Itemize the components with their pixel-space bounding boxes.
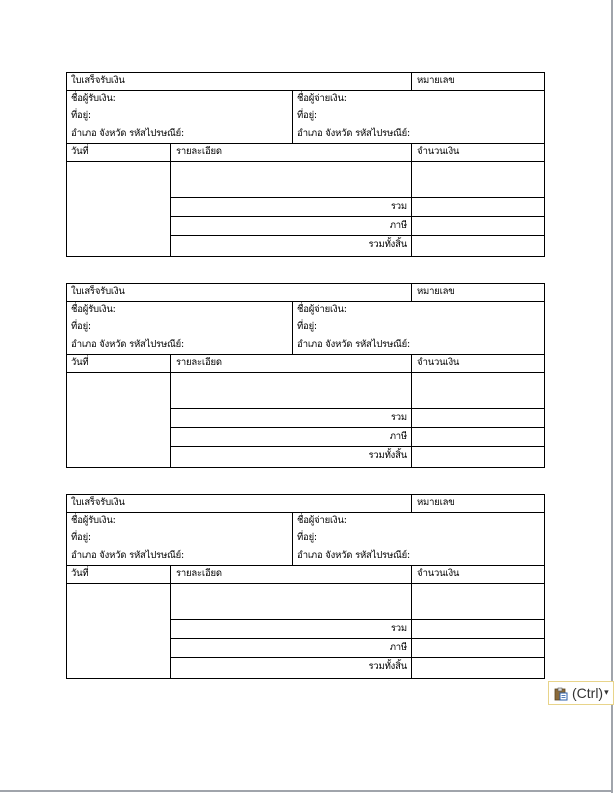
total-amount-cell[interactable] <box>411 657 545 679</box>
amount-header: จำนวนเงิน <box>417 568 460 579</box>
total-amount-cell[interactable] <box>411 235 545 257</box>
subtotal-amount-cell[interactable] <box>411 197 545 217</box>
payee-address-label: ที่อยู่: <box>71 532 91 543</box>
total-label: รวมทั้งสิ้น <box>368 239 407 250</box>
payer-region-label: อำเภอ จังหวัด รหัสไปรษณีย์: <box>297 339 410 350</box>
date-body-cell[interactable] <box>66 372 171 468</box>
receipt-table <box>66 72 545 257</box>
tax-label-cell[interactable] <box>170 427 412 447</box>
chevron-down-icon: ▾ <box>604 688 609 698</box>
date-body-cell[interactable] <box>66 583 171 679</box>
payee-name-label: ชื่อผู้รับเงิน: <box>71 304 116 315</box>
receipt-title: ใบเสร็จรับเงิน <box>71 286 125 297</box>
payee-address-label: ที่อยู่: <box>71 110 91 121</box>
payee-address-label: ที่อยู่: <box>71 321 91 332</box>
payer-name-label: ชื่อผู้จ่ายเงิน: <box>297 515 347 526</box>
subtotal-label-cell[interactable] <box>170 197 412 217</box>
payer-region-label: อำเภอ จังหวัด รหัสไปรษณีย์: <box>297 550 410 561</box>
page-bottom-edge <box>0 790 613 792</box>
tax-amount-cell[interactable] <box>411 216 545 236</box>
paste-options-button[interactable] <box>548 681 614 705</box>
subtotal-label: รวม <box>390 623 407 634</box>
subtotal-label: รวม <box>390 201 407 212</box>
paste-options-label: (Ctrl) <box>572 685 604 701</box>
payer-address-label: ที่อยู่: <box>297 321 317 332</box>
amount-header: จำนวนเงิน <box>417 357 460 368</box>
receipt-number-label: หมายเลข <box>417 497 455 508</box>
details-header: รายละเอียด <box>176 568 222 579</box>
subtotal-amount-cell[interactable] <box>411 408 545 428</box>
receipt-number-label: หมายเลข <box>417 286 455 297</box>
tax-amount-cell[interactable] <box>411 638 545 658</box>
payer-address-label: ที่อยู่: <box>297 110 317 121</box>
page-right-edge <box>611 0 613 793</box>
tax-amount-cell[interactable] <box>411 427 545 447</box>
details-header: รายละเอียด <box>176 357 222 368</box>
amount-item-cell[interactable] <box>411 372 545 409</box>
receipt-title: ใบเสร็จรับเงิน <box>71 497 125 508</box>
details-item-cell[interactable] <box>170 161 412 198</box>
total-amount-cell[interactable] <box>411 446 545 468</box>
receipt-table <box>66 494 545 679</box>
receipt-table <box>66 283 545 468</box>
payer-address-label: ที่อยู่: <box>297 532 317 543</box>
details-item-cell[interactable] <box>170 583 412 620</box>
tax-label: ภาษี <box>389 220 407 231</box>
date-body-cell[interactable] <box>66 161 171 257</box>
tax-label: ภาษี <box>389 642 407 653</box>
tax-label: ภาษี <box>389 431 407 442</box>
payee-region-label: อำเภอ จังหวัด รหัสไปรษณีย์: <box>71 550 184 561</box>
details-item-cell[interactable] <box>170 372 412 409</box>
amount-item-cell[interactable] <box>411 161 545 198</box>
details-header: รายละเอียด <box>176 146 222 157</box>
subtotal-label-cell[interactable] <box>170 619 412 639</box>
payer-name-label: ชื่อผู้จ่ายเงิน: <box>297 304 347 315</box>
subtotal-label-cell[interactable] <box>170 408 412 428</box>
payer-name-label: ชื่อผู้จ่ายเงิน: <box>297 93 347 104</box>
tax-label-cell[interactable] <box>170 216 412 236</box>
receipt-title: ใบเสร็จรับเงิน <box>71 75 125 86</box>
total-label: รวมทั้งสิ้น <box>368 450 407 461</box>
tax-label-cell[interactable] <box>170 638 412 658</box>
total-label: รวมทั้งสิ้น <box>368 661 407 672</box>
receipt-number-label: หมายเลข <box>417 75 455 86</box>
date-header: วันที่ <box>71 146 89 157</box>
payee-name-label: ชื่อผู้รับเงิน: <box>71 515 116 526</box>
date-header: วันที่ <box>71 357 89 368</box>
payer-region-label: อำเภอ จังหวัด รหัสไปรษณีย์: <box>297 128 410 139</box>
subtotal-amount-cell[interactable] <box>411 619 545 639</box>
payee-region-label: อำเภอ จังหวัด รหัสไปรษณีย์: <box>71 128 184 139</box>
amount-item-cell[interactable] <box>411 583 545 620</box>
payee-name-label: ชื่อผู้รับเงิน: <box>71 93 116 104</box>
payee-region-label: อำเภอ จังหวัด รหัสไปรษณีย์: <box>71 339 184 350</box>
amount-header: จำนวนเงิน <box>417 146 460 157</box>
clipboard-paste-icon <box>554 686 568 700</box>
date-header: วันที่ <box>71 568 89 579</box>
subtotal-label: รวม <box>390 412 407 423</box>
